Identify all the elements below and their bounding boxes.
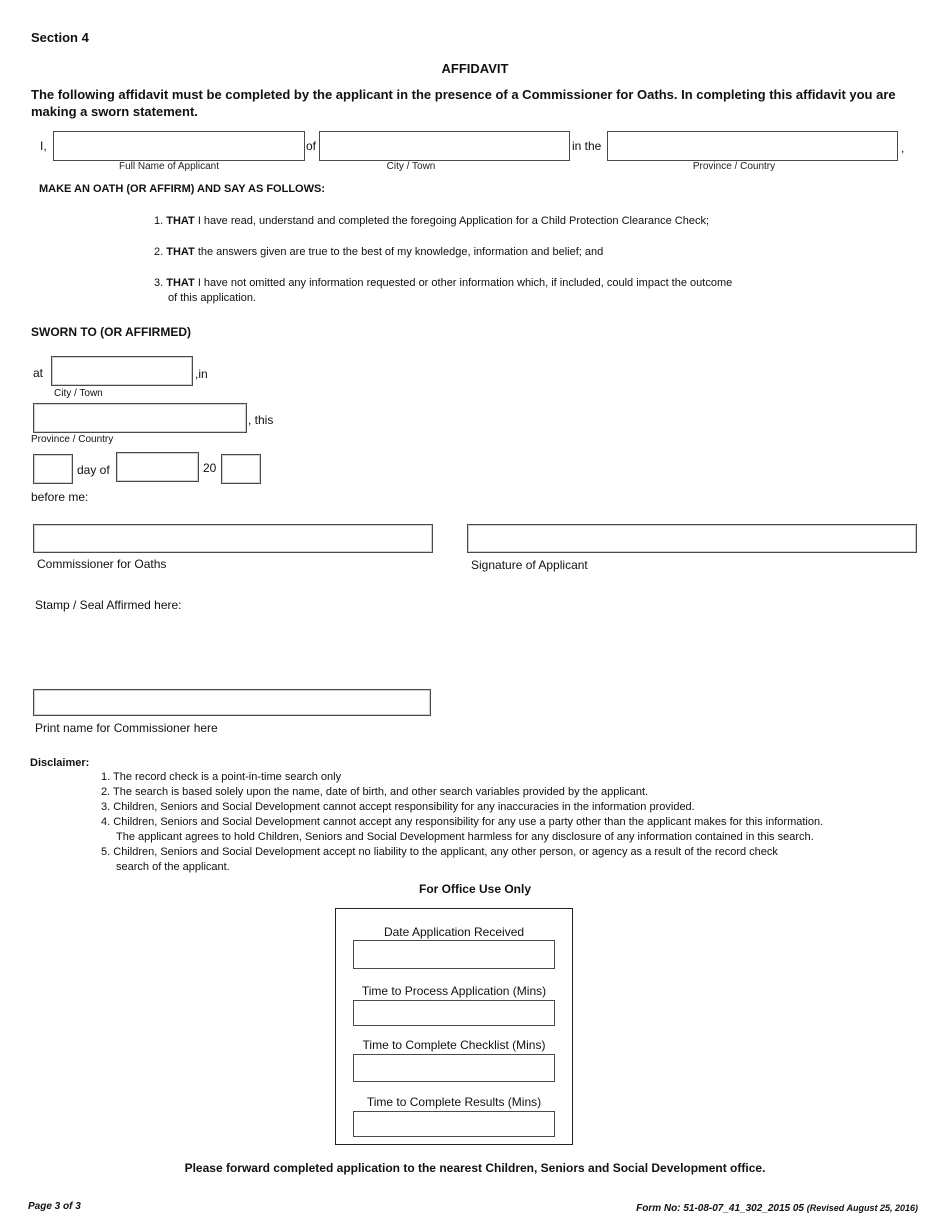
applicant-signature-input[interactable] — [467, 524, 917, 553]
commissioner-signature-input[interactable] — [33, 524, 433, 553]
disclaimer-number: 5. — [101, 846, 111, 858]
date-received-input[interactable] — [353, 940, 555, 969]
disclaimer-number: 2. — [101, 786, 111, 798]
time-checklist-input[interactable] — [353, 1054, 555, 1082]
statement-text: the answers given are true to the best of my knowledge, information and belief; and — [194, 246, 604, 258]
sworn-city-caption: City / Town — [54, 388, 103, 399]
commissioner-print-name-input[interactable] — [33, 689, 431, 716]
statement-number: 1. — [154, 215, 164, 227]
this-label: , this — [248, 413, 274, 427]
section-label: Section 4 — [31, 30, 89, 45]
statement-number: 3. — [154, 277, 164, 289]
time-results-input[interactable] — [353, 1111, 555, 1137]
in-the-label: in the — [572, 139, 602, 153]
statement-number: 2. — [154, 246, 164, 258]
office-field-label: Time to Process Application (Mins) — [361, 984, 547, 998]
day-input[interactable] — [33, 454, 73, 484]
office-field-label: Time to Complete Results (Mins) — [366, 1095, 542, 1109]
disclaimer-text: Children, Seniors and Social Development accept no liability to the applicant, any other person, or agency as a result of the record check — [113, 846, 778, 858]
statement-text: I have read, understand and completed the foregoing Application for a Child Protection Clearance Check; — [194, 215, 710, 227]
office-field-label: Time to Complete Checklist (Mins) — [362, 1038, 546, 1052]
sworn-province-caption: Province / Country — [31, 434, 114, 445]
month-input[interactable] — [116, 452, 199, 482]
disclaimer-number: 4. — [101, 816, 111, 828]
trailing-comma: , — [901, 141, 905, 155]
time-process-input[interactable] — [353, 1000, 555, 1026]
at-label: at — [33, 366, 44, 380]
page-number: Page 3 of 3 — [28, 1201, 81, 1212]
office-field-label: Date Application Received — [383, 925, 525, 939]
disclaimer-item — [101, 770, 921, 785]
year-prefix: 20 — [203, 461, 217, 475]
disclaimer-text: Children, Seniors and Social Development cannot accept any responsibility for any use a party other than the applicant makes for this information. — [113, 816, 824, 828]
caption-city-town: City / Town — [386, 161, 436, 172]
city-town-input[interactable] — [319, 131, 570, 161]
sworn-city-input[interactable] — [51, 356, 193, 386]
disclaimer-list — [101, 770, 921, 875]
disclaimer-number: 1. — [101, 771, 111, 783]
statement-lead: THAT — [166, 277, 195, 289]
forward-note: Please forward completed application to the nearest Children, Seniors and Social Development office. — [184, 1161, 766, 1175]
caption-full-name: Full Name of Applicant — [118, 161, 220, 172]
print-name-caption: Print name for Commissioner here — [35, 721, 218, 735]
of-label: of — [306, 139, 317, 153]
disclaimer-heading: Disclaimer: — [30, 757, 90, 769]
disclaimer-number: 3. — [101, 801, 111, 813]
stamp-seal-label: Stamp / Seal Affirmed here: — [35, 598, 182, 612]
commissioner-caption: Commissioner for Oaths — [37, 557, 167, 571]
office-use-heading: For Office Use Only — [418, 882, 532, 896]
caption-province-country: Province / Country — [692, 161, 776, 172]
statement-lead: THAT — [166, 215, 195, 227]
disclaimer-text: The record check is a point-in-time search only — [113, 771, 342, 783]
applicant-signature-caption: Signature of Applicant — [471, 558, 588, 572]
full-name-input[interactable] — [53, 131, 305, 161]
before-me-label: before me: — [31, 490, 89, 504]
disclaimer-text-cont: search of the applicant. — [116, 861, 230, 873]
sworn-heading: SWORN TO (OR AFFIRMED) — [31, 325, 191, 339]
year-input[interactable] — [221, 454, 261, 484]
statement-2 — [154, 246, 844, 258]
disclaimer-item — [101, 785, 921, 800]
intro-text: The following affidavit must be completed by the applicant in the presence of a Commissioner for Oaths. In completing this affidavit you are making a sworn statement. — [31, 87, 896, 119]
i-prefix: I, — [40, 139, 47, 153]
statement-text-cont: of this application. — [168, 292, 257, 304]
disclaimer-text: The search is based solely upon the name, date of birth, and other search variables provided by the applicant. — [113, 786, 649, 798]
province-country-input[interactable] — [607, 131, 898, 161]
disclaimer-item — [101, 815, 921, 830]
in-label: ,in — [195, 367, 208, 381]
form-number-text: Form No: 51-08-07_41_302_2015 05 — [636, 1203, 804, 1214]
statement-1 — [154, 215, 844, 227]
day-of-label: day of — [77, 463, 110, 477]
sworn-province-input[interactable] — [33, 403, 247, 433]
oath-heading: MAKE AN OATH (OR AFFIRM) AND SAY AS FOLLOWS: — [39, 183, 325, 195]
disclaimer-text-cont: The applicant agrees to hold Children, Seniors and Social Development harmless for any disclosure of any information contained in this search. — [116, 831, 814, 843]
form-number — [636, 1203, 918, 1214]
statement-3 — [154, 276, 844, 306]
statement-text: I have not omitted any information requested or other information which, if included, could impact the outcome — [194, 277, 733, 289]
statement-lead: THAT — [166, 246, 195, 258]
revised-date: (Revised August 25, 2016) — [806, 1203, 918, 1213]
disclaimer-item — [101, 845, 921, 860]
disclaimer-text: Children, Seniors and Social Development cannot accept responsibility for any inaccuracies in the information provided. — [113, 801, 695, 813]
page-title: AFFIDAVIT — [441, 61, 509, 76]
disclaimer-item — [101, 800, 921, 815]
